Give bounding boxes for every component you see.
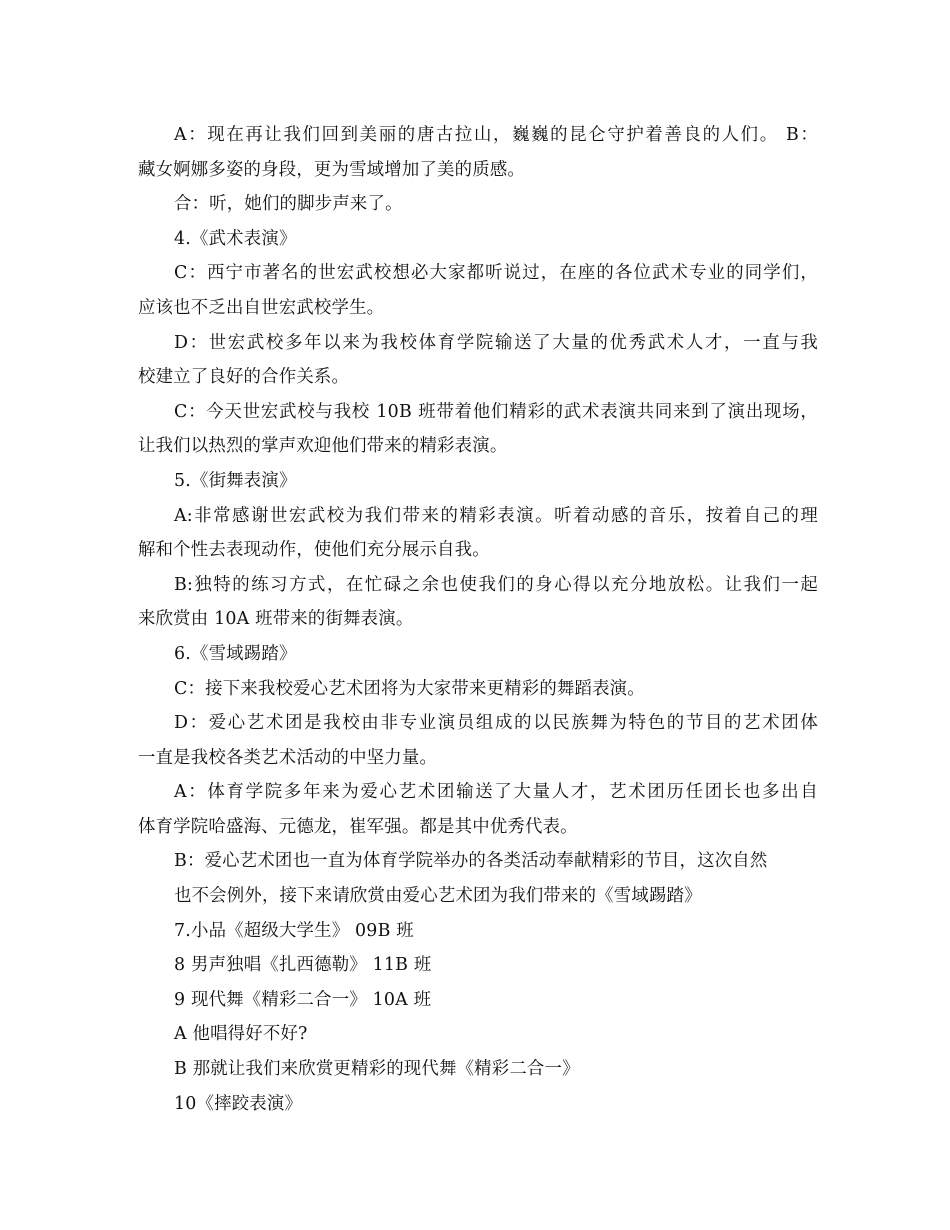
document-line: 藏女婀娜多姿的身段，更为雪域增加了美的质感。 (138, 159, 525, 180)
document-line: 6.《雪域踢踏》 (174, 643, 297, 664)
document-line: C：西宁市著名的世宏武校想必大家都听说过，在座的各位武术专业的同学们， (174, 263, 818, 284)
document-line: 校建立了良好的合作关系。 (138, 367, 350, 388)
document-line: D：爱心艺术团是我校由非专业演员组成的以民族舞为特色的节目的艺术团体 (174, 713, 818, 734)
document-line: C：接下来我校爱心艺术团将为大家带来更精彩的舞蹈表演。 (174, 678, 645, 699)
document-line: 也不会例外，接下来请欣赏由爱心艺术团为我们带来的《雪域踢踏》 (174, 886, 702, 907)
document-line: 10《摔跤表演》 (174, 1093, 303, 1114)
document-line: C：今天世宏武校与我校 10B 班带着他们精彩的武术表演共同来到了演出现场， (174, 401, 818, 422)
document-line: A 他唱得好不好? (174, 1024, 308, 1045)
document-line: B:独特的练习方式，在忙碌之余也使我们的身心得以充分地放松。让我们一起 (174, 574, 818, 595)
document-line: 7.小品《超级大学生》 09B 班 (174, 920, 414, 941)
document-line: A：现在再让我们回到美丽的唐古拉山，巍巍的昆仑守护着善良的人们。 B： (174, 125, 818, 145)
document-line: 让我们以热烈的掌声欢迎他们带来的精彩表演。 (138, 436, 508, 457)
document-line: 来欣赏由 10A 班带来的街舞表演。 (138, 609, 414, 630)
document-line: B：爱心艺术团也一直为体育学院举办的各类活动奉献精彩的节目，这次自然 (174, 851, 768, 872)
document-line: 9 现代舞《精彩二合一》 10A 班 (174, 989, 432, 1010)
document-line: 体育学院哈盛海、元德龙，崔军强。都是其中优秀代表。 (138, 816, 578, 837)
document-line: 5.《街舞表演》 (174, 470, 297, 491)
document-body (138, 118, 818, 1121)
document-line: B 那就让我们来欣赏更精彩的现代舞《精彩二合一》 (174, 1059, 580, 1080)
document-line: D：世宏武校多年以来为我校体育学院输送了大量的优秀武术人才，一直与我 (174, 332, 818, 353)
document-line: 应该也不乏出自世宏武校学生。 (138, 297, 385, 318)
document-line: A:非常感谢世宏武校为我们带来的精彩表演。听着动感的音乐，按着自己的理 (174, 505, 818, 526)
document-line: 合：听，她们的脚步声来了。 (174, 194, 403, 215)
document-line: 8 男声独唱《扎西德勒》 11B 班 (174, 955, 432, 976)
document-line: 一直是我校各类艺术活动的中坚力量。 (138, 747, 438, 768)
document-line: A：体育学院多年来为爱心艺术团输送了大量人才，艺术团历任团长也多出自 (174, 782, 818, 803)
document-line: 解和个性去表现动作，使他们充分展示自我。 (138, 540, 490, 561)
document-line: 4.《武术表演》 (174, 228, 297, 249)
